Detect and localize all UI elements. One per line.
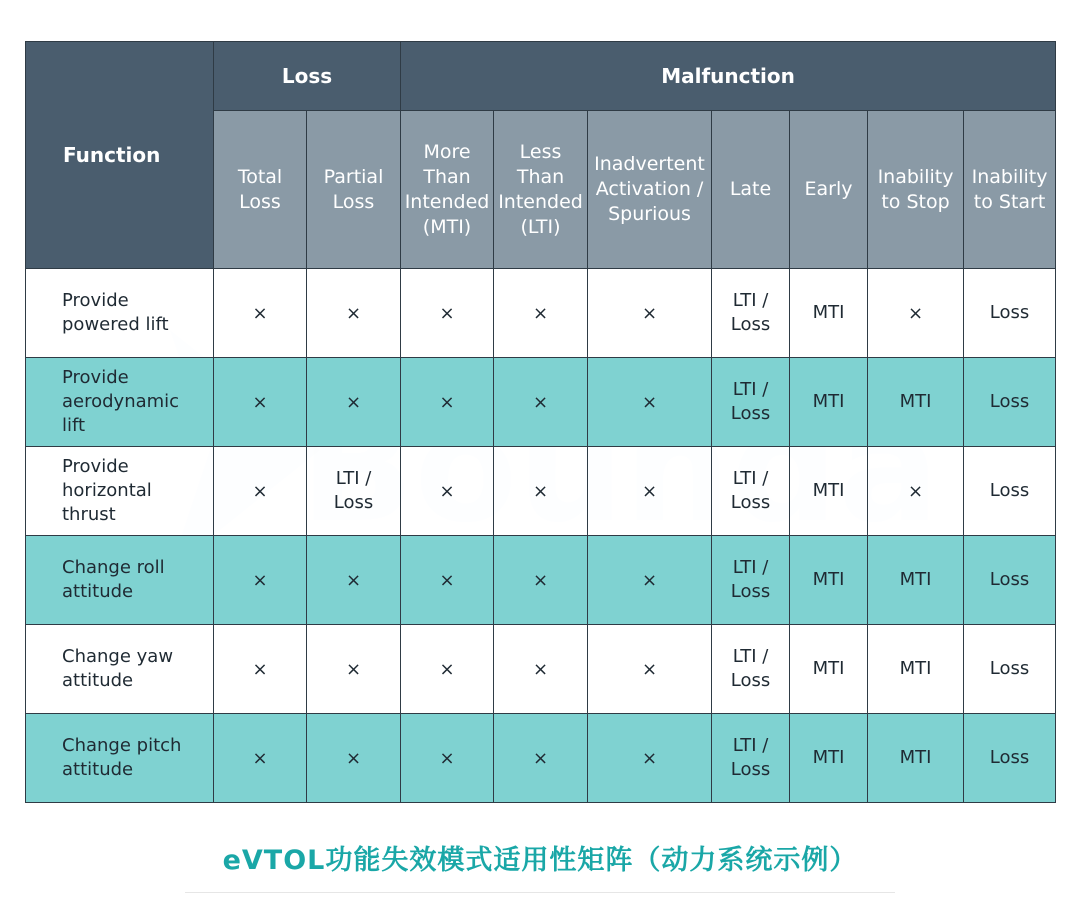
text-line: Loss (333, 492, 374, 513)
table-row (26, 358, 1056, 447)
text-line: × (345, 302, 362, 324)
text-line: LTI / (732, 468, 769, 489)
text-line: Change roll (62, 557, 165, 578)
mode-cell (401, 536, 494, 625)
text-line: Loss (989, 480, 1030, 501)
text-line: Inability (971, 165, 1048, 188)
text-line: (MTI) (422, 215, 472, 238)
mode-cell (868, 447, 964, 536)
mode-cell (401, 714, 494, 803)
function-cell (26, 269, 214, 358)
mode-cell (790, 358, 868, 447)
text-line: × (641, 480, 658, 502)
text-line: × (252, 569, 268, 591)
text-line: Less (519, 140, 562, 163)
mode-cell (712, 625, 790, 714)
mode-cell (964, 447, 1056, 536)
text-line: × (641, 302, 658, 324)
mode-cell (790, 447, 868, 536)
text-line: × (252, 391, 268, 413)
column-header (868, 111, 964, 269)
text-line: Loss (239, 190, 281, 213)
text-line: attitude (62, 759, 134, 780)
function-cell (26, 358, 214, 447)
text-line: × (252, 480, 268, 502)
mode-cell (494, 625, 588, 714)
text-line: More (423, 140, 471, 163)
text-line: Activation / (595, 178, 704, 200)
text-line: × (532, 658, 549, 680)
text-line: × (252, 747, 268, 769)
text-line: LTI / (732, 735, 769, 756)
text-line: Loss (989, 569, 1030, 590)
text-line: Loss (332, 190, 375, 213)
text-line: × (439, 302, 455, 324)
text-line: Loss (989, 658, 1030, 679)
text-line: Inadvertent (594, 153, 705, 175)
text-line: × (532, 480, 549, 502)
text-line: Provide (62, 290, 129, 311)
text-line: × (345, 391, 362, 413)
text-line: × (641, 569, 658, 591)
mode-cell (214, 358, 307, 447)
mode-cell (868, 269, 964, 358)
table-caption: eVTOL功能失效模式适用性矩阵（动力系统示例） (222, 845, 858, 876)
mode-cell (964, 358, 1056, 447)
text-line: Provide (62, 456, 129, 477)
text-line: MTI (812, 391, 845, 412)
text-line: Intended (404, 190, 490, 213)
column-header (712, 111, 790, 269)
text-line: Loss (989, 302, 1030, 323)
mode-cell (790, 269, 868, 358)
text-line: horizontal (62, 480, 152, 501)
mode-cell (712, 447, 790, 536)
text-line: LTI / (732, 290, 769, 311)
column-header (790, 111, 868, 269)
caption-divider (185, 892, 895, 893)
text-line: attitude (62, 670, 134, 691)
mode-cell (494, 269, 588, 358)
text-line: × (439, 391, 455, 413)
mode-cell (214, 714, 307, 803)
text-line: Loss (730, 492, 771, 513)
function-header: Function (26, 42, 214, 269)
mode-cell (964, 269, 1056, 358)
text-line: Provide (62, 367, 129, 388)
table-row (26, 447, 1056, 536)
text-line: MTI (812, 480, 845, 501)
mode-cell (588, 536, 712, 625)
text-line: × (907, 480, 924, 502)
text-line: × (345, 569, 362, 591)
mode-cell (868, 625, 964, 714)
mode-cell (712, 269, 790, 358)
malfunction-group-header: Malfunction (401, 42, 1056, 111)
text-line: lift (62, 415, 86, 436)
text-line: × (252, 658, 268, 680)
function-cell (26, 536, 214, 625)
text-line: (LTI) (520, 215, 561, 238)
text-line: MTI (812, 569, 845, 590)
mode-cell (964, 625, 1056, 714)
text-line: × (907, 302, 924, 324)
text-line: × (532, 391, 549, 413)
loss-group-header: Loss (214, 42, 401, 111)
text-line: Loss (730, 403, 771, 424)
mode-cell (868, 714, 964, 803)
mode-cell (790, 536, 868, 625)
text-line: × (532, 569, 549, 591)
text-line: MTI (812, 302, 845, 323)
text-line: Change pitch (62, 735, 182, 756)
mode-cell (307, 625, 401, 714)
mode-cell (790, 625, 868, 714)
mode-cell (494, 714, 588, 803)
column-header (214, 111, 307, 269)
text-line: thrust (62, 504, 116, 525)
column-header (588, 111, 712, 269)
mode-cell (214, 447, 307, 536)
text-line: Total (237, 165, 283, 188)
mode-cell (494, 358, 588, 447)
mode-cell (868, 536, 964, 625)
text-line: MTI (899, 391, 932, 412)
mode-cell (790, 714, 868, 803)
mode-cell (401, 625, 494, 714)
text-line: Loss (989, 391, 1030, 412)
text-line: × (641, 658, 658, 680)
text-line: aerodynamic (62, 391, 180, 412)
mode-cell (868, 358, 964, 447)
mode-cell (588, 714, 712, 803)
text-line: Late (729, 178, 772, 200)
mode-cell (307, 358, 401, 447)
text-line: Intended (498, 190, 583, 213)
text-line: × (439, 480, 455, 502)
column-header (494, 111, 588, 269)
text-line: Loss (730, 314, 771, 335)
table-row (26, 269, 1056, 358)
mode-cell (401, 447, 494, 536)
text-line: LTI / (335, 468, 372, 489)
text-line: to Stop (881, 190, 950, 213)
mode-cell (214, 536, 307, 625)
text-line: MTI (899, 569, 932, 590)
mode-cell (307, 714, 401, 803)
mode-cell (964, 714, 1056, 803)
column-header (964, 111, 1056, 269)
text-line: × (641, 747, 658, 769)
text-line: powered lift (62, 314, 169, 335)
text-line: MTI (812, 747, 845, 768)
mode-cell (494, 536, 588, 625)
mode-cell (712, 358, 790, 447)
text-line: Inability (877, 165, 954, 188)
text-line: Loss (730, 581, 771, 602)
mode-cell (401, 269, 494, 358)
mode-cell (588, 625, 712, 714)
mode-cell (401, 358, 494, 447)
function-cell (26, 447, 214, 536)
text-line: to Start (973, 190, 1046, 213)
table-row (26, 625, 1056, 714)
function-cell (26, 714, 214, 803)
table-row (26, 714, 1056, 803)
text-line: LTI / (732, 646, 769, 667)
mode-cell (307, 269, 401, 358)
text-line: × (532, 747, 549, 769)
text-line: MTI (812, 658, 845, 679)
mode-cell (588, 447, 712, 536)
failure-mode-matrix (25, 41, 1056, 803)
mode-cell (712, 714, 790, 803)
text-line: × (252, 302, 268, 324)
column-header (401, 111, 494, 269)
mode-cell (494, 447, 588, 536)
text-line: LTI / (732, 557, 769, 578)
text-line: Early (804, 178, 853, 200)
table-row (26, 536, 1056, 625)
text-line: Change yaw (62, 646, 174, 667)
mode-cell (964, 536, 1056, 625)
text-line: MTI (899, 747, 932, 768)
text-line: × (439, 658, 455, 680)
text-line: MTI (899, 658, 932, 679)
text-line: × (439, 569, 455, 591)
text-line: × (439, 747, 455, 769)
text-line: × (641, 391, 658, 413)
text-line: Spurious (608, 203, 691, 225)
mode-cell (214, 625, 307, 714)
text-line: Partial (323, 165, 384, 188)
text-line: × (345, 658, 362, 680)
text-line: attitude (62, 581, 134, 602)
function-cell (26, 625, 214, 714)
text-line: Than (516, 165, 565, 188)
text-line: Loss (989, 747, 1030, 768)
text-line: LTI / (732, 379, 769, 400)
mode-cell (307, 536, 401, 625)
mode-cell (588, 358, 712, 447)
column-header (307, 111, 401, 269)
text-line: × (345, 747, 362, 769)
text-line: Loss (730, 670, 771, 691)
mode-cell (712, 536, 790, 625)
text-line: × (532, 302, 549, 324)
mode-cell (588, 269, 712, 358)
mode-cell (214, 269, 307, 358)
text-line: Than (423, 165, 471, 188)
text-line: Loss (730, 759, 771, 780)
mode-cell (307, 447, 401, 536)
